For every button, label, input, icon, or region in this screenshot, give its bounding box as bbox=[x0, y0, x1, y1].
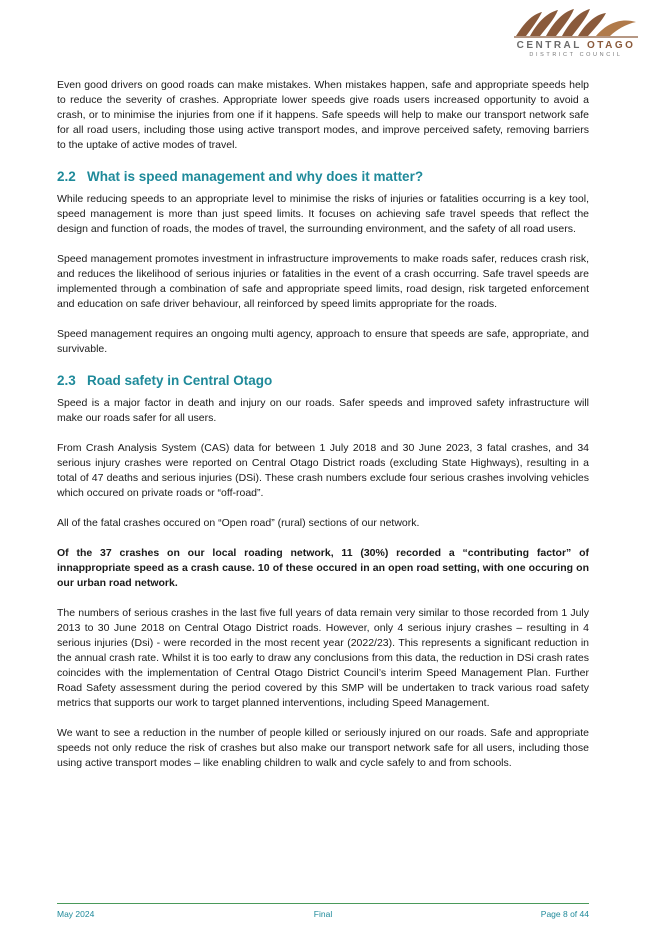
paragraph: The numbers of serious crashes in the last five full years of data remain very similar to those recorded from 1 July 2013 to 30 June 2018 on Central Otago District roads. However, only 4 serious injury crashes – resulting in 4 serious injuries (Dsi) - were recorded in the most recent year (2022/23). This represents a significant reduction in the annual crash rate. Whilst it is too early to draw any conclusions from this data, the reduction in DSi crash rates coincides with the implementation of Central Otago District Council’s interim Speed Management Plan. Further Road Safety assessment during the period covered by this SMP will be undertaken to track various road safety metrics that supports our work to target planned interventions, including Speed Management. bbox=[57, 607, 589, 709]
section-number: 2.2 bbox=[57, 169, 76, 184]
paragraph: Speed is a major factor in death and injury on our roads. Safer speeds and improved safety infrastructure will make our roads safer for all users. bbox=[57, 397, 589, 424]
paragraph: Speed management promotes investment in infrastructure improvements to make roads safer, reduces crash risk, and reduces the likelihood of serious injuries or fatalities in the event of a crash occurring. Safe travel speeds are implemented through a combination of safe and appropriate speed limits, road design, risk targeted enforcement and education on safe driver behaviour, all reinforced by speed limits appropriate for the roads. bbox=[57, 253, 589, 310]
logo-wordmark bbox=[512, 40, 640, 59]
footer-date: May 2024 bbox=[57, 909, 95, 919]
footer-page-number: Page 8 of 44 bbox=[540, 909, 589, 919]
bold-paragraph: Of the 37 crashes on our local roading network, 11 (30%) recorded a “contributing factor” of innappropriate speed as a crash cause. 10 of these occured in an open road setting, with one occuring on our urban road network. bbox=[57, 547, 589, 589]
paragraph: We want to see a reduction in the number of people killed or seriously injured on our roads. Safe and appropriate speeds not only reduce the risk of crashes but also make our transport network safe for all users, including those using active transport modes – like enabling children to walk and cycle safely to and from schools. bbox=[57, 727, 589, 769]
intro-paragraph: Even good drivers on good roads can make mistakes. When mistakes happen, safe and appropriate speeds help to reduce the severity of crashes. Appropriate lower speeds give roads users increased opportunity to avoid a crash, or to minimise the injuries from one if it happens. Safe speeds will help to make our transport network safe for all road users, including those using active transport modes, and improve perceived safety, removing barriers to the uptake of active modes of travel. bbox=[57, 79, 589, 151]
section-heading-2-3 bbox=[57, 372, 589, 390]
section-heading-2-2 bbox=[57, 168, 589, 186]
logo-name-2: OTAGO bbox=[586, 40, 636, 51]
logo-subtitle: DISTRICT COUNCIL bbox=[529, 52, 623, 58]
footer-rule bbox=[57, 903, 589, 904]
section-title: What is speed management and why does it matter? bbox=[87, 169, 424, 184]
paragraph: Speed management requires an ongoing multi agency, approach to ensure that speeds are safe, appropriate, and survivable. bbox=[57, 328, 589, 355]
section-title: Road safety in Central Otago bbox=[87, 373, 273, 388]
paragraph: While reducing speeds to an appropriate level to minimise the risks of injuries or fatalities occurring is a key tool, speed management is more than just speed limits. It focuses on achieving safe travel speeds that reflect the design and function of roads, the modes of travel, the surrounding environment, and the safety of all road users. bbox=[57, 193, 589, 235]
paragraph: All of the fatal crashes occured on “Open road” (rural) sections of our network. bbox=[57, 517, 420, 529]
logo-name-1: CENTRAL bbox=[516, 40, 582, 51]
section-number: 2.3 bbox=[57, 373, 76, 388]
paragraph: From Crash Analysis System (CAS) data for between 1 July 2018 and 30 June 2023, 3 fatal crashes, and 34 serious injury crashes were reported on Central Otago District roads (excluding State Highways), resulting in a total of 47 deaths and serious injuries (DSi). These crash numbers exclude four serious crashes involving vehicles which occured on private roads or “off-road”. bbox=[57, 442, 589, 499]
document-body bbox=[57, 78, 589, 786]
footer-status: Final bbox=[313, 909, 333, 919]
